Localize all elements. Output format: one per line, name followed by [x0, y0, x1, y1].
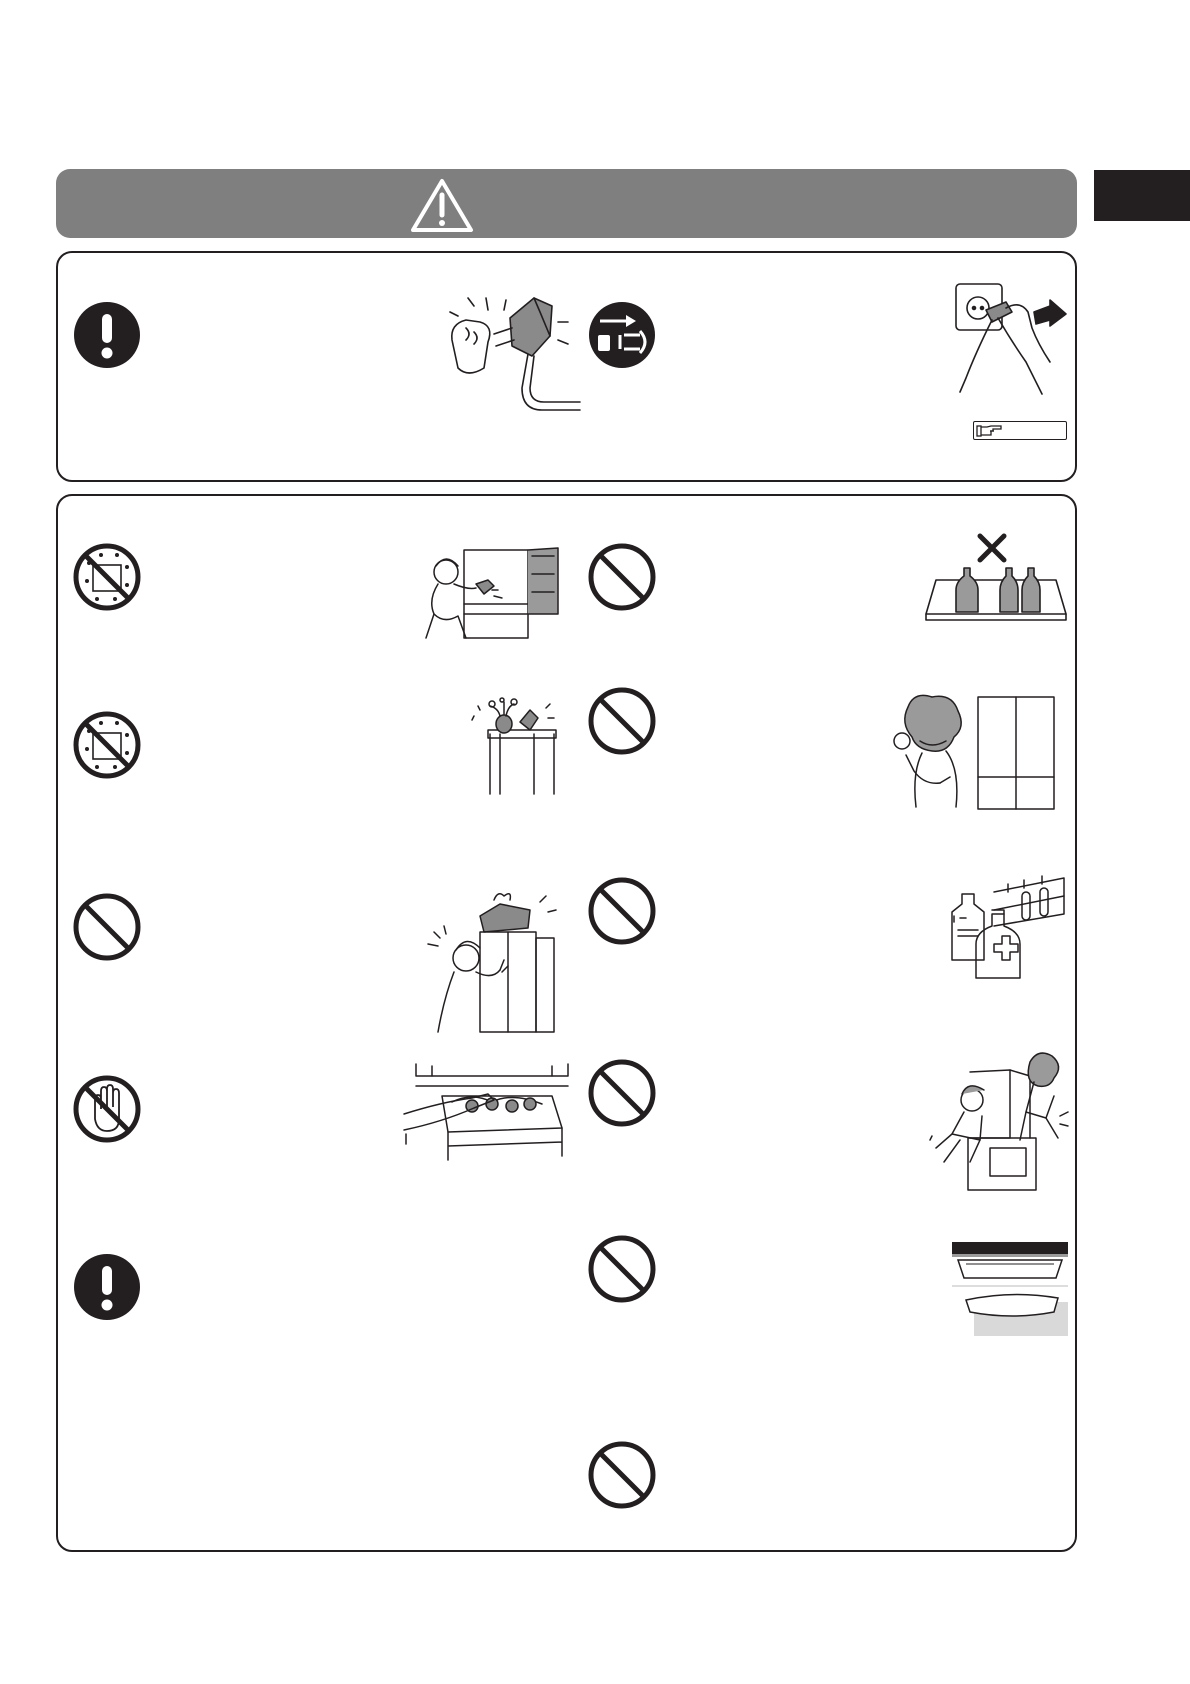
children-climbing-illustration	[930, 1052, 1070, 1192]
falling-box-illustration	[424, 888, 560, 1034]
medicine-bottles-illustration	[948, 874, 1070, 984]
prohibited-icon	[588, 1059, 656, 1127]
glass-shelf-illustration	[952, 1240, 1068, 1336]
warning-panel-main	[56, 494, 1077, 1552]
hairspray-near-refrigerator-illustration	[890, 689, 1058, 811]
warning-triangle-icon	[410, 177, 474, 233]
pulling-plug-illustration	[946, 282, 1074, 410]
prohibited-icon	[588, 543, 656, 611]
bottles-on-shelf-illustration	[924, 532, 1068, 624]
mandatory-icon	[73, 1253, 141, 1321]
cleaning-plug-illustration	[448, 288, 580, 420]
unplug-icon	[588, 301, 656, 369]
mandatory-icon	[73, 301, 141, 369]
prohibited-icon	[73, 893, 141, 961]
warning-header-bar	[56, 169, 1077, 238]
section-tab	[1094, 170, 1190, 221]
prohibited-icon	[588, 1235, 656, 1303]
prohibited-icon	[588, 1441, 656, 1509]
do-not-touch-icon	[73, 1075, 141, 1143]
prohibited-icon	[588, 687, 656, 755]
no-water-icon	[73, 543, 141, 611]
vase-on-refrigerator-illustration	[470, 696, 560, 796]
spraying-refrigerator-illustration	[424, 544, 560, 644]
pointing-hand-icon	[976, 424, 1002, 438]
no-water-icon	[73, 711, 141, 779]
hand-in-drawer-illustration	[402, 1062, 574, 1162]
prohibited-icon	[588, 877, 656, 945]
